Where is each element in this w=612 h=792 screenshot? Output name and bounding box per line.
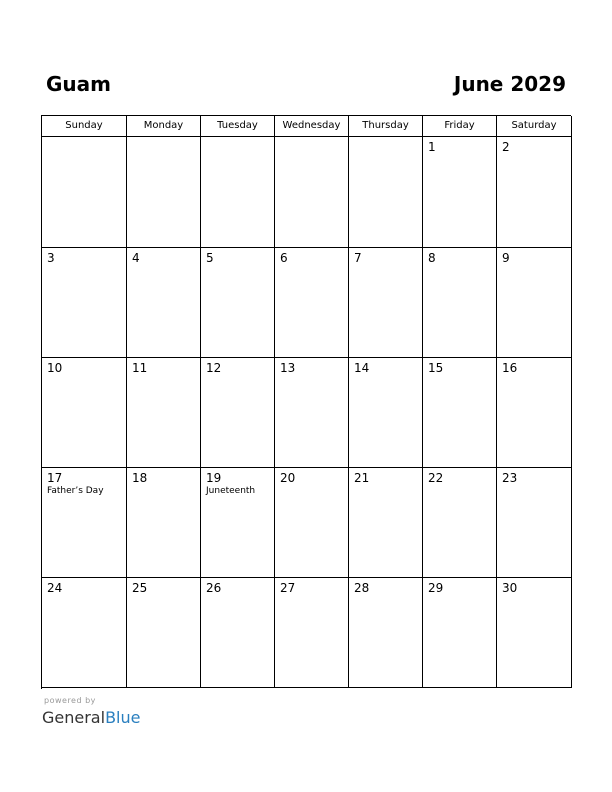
day-cell-6 [275, 248, 349, 358]
day-cell-7 [349, 248, 423, 358]
day-cell-17 [42, 468, 127, 578]
day-cell-23 [497, 468, 572, 578]
day-cell-18 [127, 468, 201, 578]
day-number: 13 [280, 361, 296, 375]
weekday-header-friday: Friday [423, 116, 497, 137]
day-number: 8 [428, 251, 436, 265]
day-cell-29 [423, 578, 497, 688]
day-number: 30 [502, 581, 518, 595]
day-number: 5 [206, 251, 214, 265]
day-cell-21 [349, 468, 423, 578]
day-number: 6 [280, 251, 288, 265]
calendar-grid [41, 115, 571, 689]
month-year-title: June 2029 [453, 72, 566, 96]
empty-day-cell [275, 137, 349, 248]
day-cell-26 [201, 578, 275, 688]
day-cell-28 [349, 578, 423, 688]
day-number: 29 [428, 581, 444, 595]
empty-day-cell [127, 137, 201, 248]
holiday-label: Father’s Day [47, 486, 104, 496]
day-cell-5 [201, 248, 275, 358]
day-cell-15 [423, 358, 497, 468]
brand-name-blue: Blue [105, 708, 141, 727]
day-cell-22 [423, 468, 497, 578]
weekday-header-sunday: Sunday [42, 116, 127, 137]
empty-day-cell [201, 137, 275, 248]
day-cell-27 [275, 578, 349, 688]
day-cell-1 [423, 137, 497, 248]
day-cell-19 [201, 468, 275, 578]
day-number: 12 [206, 361, 222, 375]
day-cell-8 [423, 248, 497, 358]
day-number: 19 [206, 471, 222, 485]
day-cell-25 [127, 578, 201, 688]
day-cell-9 [497, 248, 572, 358]
empty-day-cell [42, 137, 127, 248]
day-number: 16 [502, 361, 518, 375]
day-number: 23 [502, 471, 518, 485]
day-number: 10 [47, 361, 63, 375]
holiday-label: Juneteenth [206, 486, 256, 496]
day-number: 3 [47, 251, 55, 265]
day-number: 1 [428, 140, 436, 154]
day-cell-3 [42, 248, 127, 358]
day-number: 11 [132, 361, 148, 375]
weekday-header-monday: Monday [127, 116, 201, 137]
powered-by-label: powered by [44, 696, 96, 705]
day-number: 15 [428, 361, 444, 375]
day-number: 24 [47, 581, 63, 595]
day-number: 4 [132, 251, 140, 265]
weekday-header-tuesday: Tuesday [201, 116, 275, 137]
day-number: 9 [502, 251, 510, 265]
day-cell-24 [42, 578, 127, 688]
day-number: 28 [354, 581, 370, 595]
day-number: 14 [354, 361, 370, 375]
day-cell-30 [497, 578, 572, 688]
day-cell-13 [275, 358, 349, 468]
day-number: 21 [354, 471, 370, 485]
brand-footer [42, 696, 140, 728]
day-number: 2 [502, 140, 510, 154]
day-number: 27 [280, 581, 296, 595]
day-cell-12 [201, 358, 275, 468]
brand-logo [42, 708, 140, 728]
day-number: 18 [132, 471, 148, 485]
day-number: 26 [206, 581, 222, 595]
day-number: 25 [132, 581, 148, 595]
day-cell-4 [127, 248, 201, 358]
country-title: Guam [46, 72, 111, 96]
day-number: 20 [280, 471, 296, 485]
day-number: 7 [354, 251, 362, 265]
weekday-header-wednesday: Wednesday [275, 116, 349, 137]
day-cell-16 [497, 358, 572, 468]
day-number: 17 [47, 471, 63, 485]
weekday-header-thursday: Thursday [349, 116, 423, 137]
day-cell-11 [127, 358, 201, 468]
empty-day-cell [349, 137, 423, 248]
brand-name-general: General [42, 708, 106, 727]
day-cell-10 [42, 358, 127, 468]
day-cell-20 [275, 468, 349, 578]
day-cell-2 [497, 137, 572, 248]
weekday-header-saturday: Saturday [497, 116, 572, 137]
day-number: 22 [428, 471, 444, 485]
day-cell-14 [349, 358, 423, 468]
